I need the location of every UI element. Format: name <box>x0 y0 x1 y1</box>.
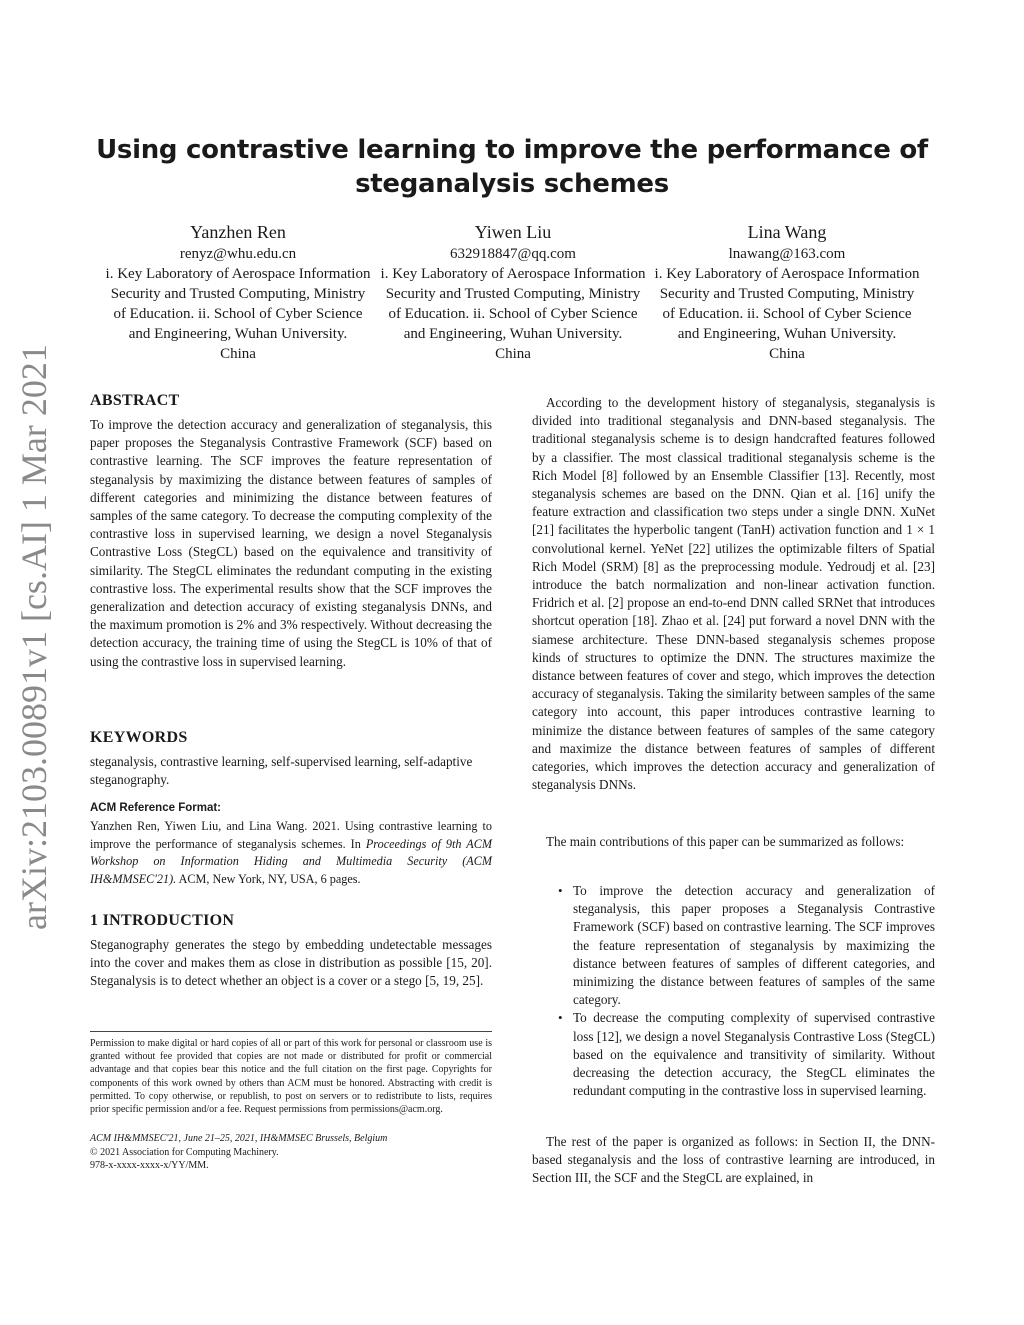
author-country: China <box>495 346 531 362</box>
author-affiliation: i. Key Laboratory of Aerospace Information Security and Trusted Computing, Ministry of Education. ii. School of Cyber Science and Engineering, Wuhan University. <box>105 266 371 342</box>
arxiv-identifier-stamp: arXiv:2103.00891v1 [cs.AI] 1 Mar 2021 <box>14 344 54 930</box>
body-paragraph-history: According to the development history of steganalysis, steganalysis is divided into traditional steganalysis and DNN-based steganalysis. The traditional steganalysis scheme is to design handcrafted features followed by a classifier. The most classical traditional steganalysis scheme is the Rich Model [8] followed by an Ensemble Classifier [13]. Recently, most steganalysis schemes are based on the DNN. Qian et al. [16] unify the feature extraction and classification two steps under a single DNN. XuNet [21] facilitates the hyperbolic tangent (TanH) activation function and 1 × 1 convolutional kernel. YeNet [22] utilizes the optimizable filters of Spatial Rich Model (SRM) [8] as the preprocessing module. Yedroudj et al. [23] introduce the batch normalization and non-linear activation function. Fridrich et al. [2] propose an end-to-end DNN called SRNet that introduces shortcut operation [18]. Zhao et al. [24] put forward a novel DNN with the siamese architecture. These DNN-based steganalysis schemes propose kinds of structures to optimize the DNN. The structures maximize the distance between features of cover and stego, which improves the detection accuracy of steganalysis. Taking the similarity between samples of the same category into account, this paper introduces contrastive learning to minimize the distance between features of samples of the same category and maximize the distance between features of samples of different categories, which improves the detection accuracy and generalization of steganalysis DNNs. <box>532 395 935 793</box>
body-paragraph-organization: The rest of the paper is organized as follows: in Section II, the DNN-based steganalysis and the loss of contrastive learning are introduced, in Section III, the SCF and the StegCL are explained, in <box>532 1134 935 1186</box>
author-name: Lina Wang <box>747 222 827 242</box>
paper-title: Using contrastive learning to improve the performance of steganalysis schemes <box>96 135 928 199</box>
bullet-icon: • <box>558 1010 563 1026</box>
conference-line: ACM IH&MMSEC'21, June 21–25, 2021, IH&MMSEC Brussels, Belgium <box>90 1133 388 1144</box>
author-affiliation: i. Key Laboratory of Aerospace Information Security and Trusted Computing, Ministry of Education. ii. School of Cyber Science and Engineering, Wuhan University. <box>380 266 646 342</box>
bullet-icon: • <box>558 883 563 898</box>
list-item <box>555 882 935 1009</box>
acm-reference-plain: Yanzhen Ren, Yiwen Liu, and Lina Wang. 2021. Using contrastive learning to improve the performance of steganalysis schemes. In <box>90 819 492 851</box>
list-item-text: To improve the detection accuracy and generalization of steganalysis, this paper proposes a Steganalysis Contrastive Framework (SCF) based on contrastive learning. The SCF improves the feature representation of steganalysis by maximizing the distance between features of samples of different categories, and minimizing the distance between features of samples of the same category. <box>573 883 935 1008</box>
author-name: Yiwen Liu <box>474 222 552 242</box>
list-item-text: To decrease the computing complexity of supervised contrastive loss [12], we design a novel Steganalysis Contrastive Loss (StegCL) based on the equivalence and transitivity of similarity. Without decreasing the detection accuracy, the StegCL eliminates the redundant computing in the contrastive loss in supervised learning. <box>573 1010 935 1099</box>
contributions-list <box>555 882 935 1100</box>
footnote-divider <box>90 1031 492 1032</box>
author-email: 632918847@qq.com <box>450 246 576 262</box>
author-block-2 <box>378 220 648 364</box>
author-country: China <box>220 346 256 362</box>
body-paragraph-contributions-intro: The main contributions of this paper can be summarized as follows: <box>546 834 905 849</box>
author-name: Yanzhen Ren <box>190 222 286 242</box>
author-email: lnawang@163.com <box>728 246 846 262</box>
introduction-text: Steganography generates the stego by embedding undetectable messages into the cover and makes them as close in distribution as possible [15, 20]. Steganalysis is to detect whether an object is a cover or a stego [5, 19, 25]. <box>90 937 492 989</box>
author-country: China <box>769 346 805 362</box>
author-block-3 <box>652 220 922 364</box>
author-block-1 <box>103 220 373 364</box>
abstract-text: To improve the detection accuracy and generalization of steganalysis, this paper proposes the Steganalysis Contrastive Framework (SCF) based on contrastive learning. The SCF improves the feature representation of steganalysis by maximizing the distance between features of samples of different categories and minimizing the distance between features of samples of the same category. To decrease the computing complexity of the contrastive loss in supervised learning, we design a novel Steganalysis Contrastive Loss (StegCL) based on the equivalence and transitivity of similarity. The StegCL eliminates the redundant computing in the existing contrastive loss. The experimental results show that the SCF improves the generalization and detection accuracy of existing steganalysis DNNs, and the maximum promotion is 2% and 3% respectively. Without decreasing the detection accuracy, the training time of using the StegCL is 10% of that of using the contrastive loss in supervised learning. <box>90 417 492 669</box>
copyright-line: © 2021 Association for Computing Machinery. <box>90 1147 279 1158</box>
abstract-heading: ABSTRACT <box>90 392 180 409</box>
acm-reference-heading: ACM Reference Format: <box>90 802 221 814</box>
isbn-line: 978-x-xxxx-xxxx-x/YY/MM. <box>90 1160 209 1171</box>
keywords-heading: KEYWORDS <box>90 729 188 746</box>
author-email: renyz@whu.edu.cn <box>179 246 297 262</box>
keywords-text: steganalysis, contrastive learning, self-supervised learning, self-adaptive steganography. <box>90 754 473 788</box>
list-item <box>555 1009 935 1100</box>
permission-notice: Permission to make digital or hard copies of all or part of this work for personal or classroom use is granted without fee provided that copies are not made or distributed for profit or commercial advantage and that copies bear this notice and the full citation on the first page. Copyrights for components of this work owned by others than ACM must be honored. Abstracting with credit is permitted. To copy otherwise, or republish, to post on servers or to redistribute to lists, requires prior specific permission and/or a fee. Request permissions from permissions@acm.org. <box>90 1038 492 1116</box>
acm-reference-text <box>90 818 492 888</box>
author-affiliation: i. Key Laboratory of Aerospace Information Security and Trusted Computing, Ministry of Education. ii. School of Cyber Science and Engineering, Wuhan University. <box>654 266 920 342</box>
acm-reference-tail: ACM, New York, NY, USA, 6 pages. <box>176 871 361 886</box>
introduction-heading: 1 INTRODUCTION <box>90 912 235 929</box>
acm-reference-venue: Proceedings of 9th ACM Workshop on Information Hiding and Multimedia Security (ACM IH&MMSEC'21). <box>90 836 492 886</box>
